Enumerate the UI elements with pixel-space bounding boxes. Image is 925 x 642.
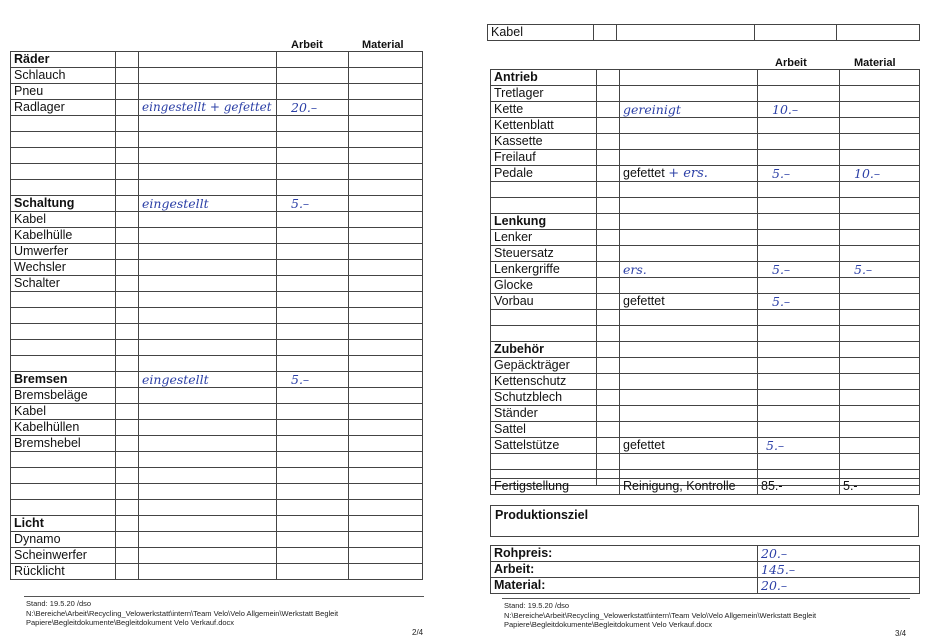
table-row	[11, 68, 423, 84]
handwritten-lenkergriffe-material: 5.–	[840, 262, 920, 278]
handwritten-radlager-arbeit: 20.–	[277, 100, 349, 116]
table-row	[491, 310, 920, 326]
table-row	[11, 100, 423, 116]
table-row	[491, 578, 920, 594]
handwritten-material-total-value: 20.–	[758, 578, 920, 594]
table-row	[491, 342, 920, 358]
item-glocke: Glocke	[491, 278, 597, 294]
table-row	[11, 548, 423, 564]
footer-stand: Stand: 19.5.20 /dso	[504, 601, 570, 610]
handwritten-pedale-arbeit: 5.–	[758, 166, 840, 182]
table-row	[491, 198, 920, 214]
handwritten-bremsen-arbeit: 5.–	[277, 372, 349, 388]
footer-rule	[24, 596, 424, 597]
table-row	[11, 388, 423, 404]
item-kettenblatt: Kettenblatt	[491, 118, 597, 134]
section-title-schaltung: Schaltung	[11, 196, 116, 212]
arbeit-total-label: Arbeit:	[491, 562, 758, 578]
summary-table	[490, 545, 920, 594]
table-row	[11, 564, 423, 580]
footer-path-2: Papiere\Begleitdokumente\Begleitdokument Velo Verkauf.docx	[26, 618, 235, 627]
table-row	[11, 452, 423, 468]
item-wechsler: Wechsler	[11, 260, 116, 276]
table-row	[491, 358, 920, 374]
handwritten-bremsen-note: eingestellt	[139, 372, 277, 388]
item-schalter: Schalter	[11, 276, 116, 292]
footer	[504, 601, 816, 630]
fertigstellung-table	[490, 478, 920, 495]
item-kabel-top: Kabel	[488, 25, 594, 41]
table-row	[11, 468, 423, 484]
table-row	[491, 422, 920, 438]
table-row	[491, 86, 920, 102]
table-row	[11, 516, 423, 532]
table-row	[491, 326, 920, 342]
footer-stand: Stand: 19.5.20 /dso	[26, 599, 92, 608]
table-row	[11, 212, 423, 228]
section-title-licht: Licht	[11, 516, 116, 532]
fertigstellung-note: Reinigung, Kontrolle	[620, 479, 758, 495]
section-title-lenkung: Lenkung	[491, 214, 597, 230]
item-kette: Kette	[491, 102, 597, 118]
handwritten-radlager-note: eingestellt + gefettet	[139, 100, 277, 116]
table-row	[491, 246, 920, 262]
table-row	[11, 132, 423, 148]
table-row	[11, 180, 423, 196]
header-arbeit: Arbeit	[291, 39, 323, 51]
item-radlager: Radlager	[11, 100, 116, 116]
typed-vorbau-note: gefettet	[620, 294, 758, 310]
table-row	[11, 164, 423, 180]
table-row	[11, 52, 423, 68]
typed-sattelstuetze-note: gefettet	[620, 438, 758, 454]
table-row	[491, 406, 920, 422]
handwritten-rohpreis-value: 20.–	[758, 546, 920, 562]
section-title-zubehoer: Zubehör	[491, 342, 597, 358]
item-staender: Ständer	[491, 406, 597, 422]
handwritten-schaltung-arbeit: 5.–	[277, 196, 349, 212]
table-row	[11, 308, 423, 324]
table-row	[11, 372, 423, 388]
table-row	[11, 228, 423, 244]
table-row	[11, 356, 423, 372]
fertigstellung-arbeit: 85.-	[758, 479, 840, 495]
material-total-label: Material:	[491, 578, 758, 594]
item-bremshebel: Bremshebel	[11, 436, 116, 452]
table-row	[11, 84, 423, 100]
table-row	[491, 70, 920, 86]
page-number: 3/4	[895, 629, 907, 638]
table-row	[11, 324, 423, 340]
table-row	[491, 214, 920, 230]
handwritten-vorbau-arbeit: 5.–	[758, 294, 840, 310]
table-row	[11, 404, 423, 420]
item-bremsbelaege: Bremsbeläge	[11, 388, 116, 404]
table-row	[11, 484, 423, 500]
item-sattel: Sattel	[491, 422, 597, 438]
header-arbeit: Arbeit	[775, 57, 807, 69]
table-row	[491, 294, 920, 310]
table-row	[11, 196, 423, 212]
handwritten-sattelstuetze-arbeit: 5.–	[758, 438, 840, 454]
table-row	[11, 500, 423, 516]
table-row	[11, 260, 423, 276]
section-title-raeder: Räder	[11, 52, 116, 68]
fertigstellung-label: Fertigstellung	[491, 479, 620, 495]
footer	[26, 599, 338, 628]
table-row	[491, 262, 920, 278]
handwritten-kette-arbeit: 10.–	[758, 102, 840, 118]
table-row	[491, 546, 920, 562]
item-umwerfer: Umwerfer	[11, 244, 116, 260]
item-scheinwerfer: Scheinwerfer	[11, 548, 116, 564]
item-sattelstuetze: Sattelstütze	[491, 438, 597, 454]
table-row	[491, 278, 920, 294]
right-form-table	[490, 69, 920, 486]
table-row	[488, 25, 920, 41]
typed-pedale-note: gefettet	[623, 166, 665, 180]
table-row	[491, 374, 920, 390]
table-row	[491, 438, 920, 454]
table-row	[11, 116, 423, 132]
item-kettenschutz: Kettenschutz	[491, 374, 597, 390]
produktionsziel-label: Produktionsziel	[495, 508, 589, 522]
table-row	[491, 182, 920, 198]
handwritten-schaltung-note: eingestellt	[139, 196, 277, 212]
item-freilauf: Freilauf	[491, 150, 597, 166]
footer-path-1: N:\Bereiche\Arbeit\Recycling_Velowerkstatt\intern\Team Velo\Velo Allgemein\Werkstatt Begleit	[504, 610, 817, 620]
fertigstellung-material: 5.-	[840, 479, 920, 495]
table-row	[11, 276, 423, 292]
table-row	[11, 148, 423, 164]
item-pneu: Pneu	[11, 84, 116, 100]
section-title-bremsen: Bremsen	[11, 372, 116, 388]
section-title-antrieb: Antrieb	[491, 70, 597, 86]
table-row	[491, 562, 920, 578]
table-row	[491, 454, 920, 470]
page-left	[0, 0, 462, 642]
table-row	[491, 390, 920, 406]
footer-path-2: Papiere\Begleitdokumente\Begleitdokument Velo Verkauf.docx	[504, 620, 713, 629]
item-ruecklicht: Rücklicht	[11, 564, 116, 580]
table-row	[491, 479, 920, 495]
table-row	[491, 102, 920, 118]
table-row	[11, 244, 423, 260]
item-dynamo: Dynamo	[11, 532, 116, 548]
handwritten-kette-note: gereinigt	[620, 102, 758, 118]
page-number: 2/4	[412, 628, 424, 637]
table-row	[491, 150, 920, 166]
item-schlauch: Schlauch	[11, 68, 116, 84]
table-row	[11, 292, 423, 308]
handwritten-pedale-extra: + ers.	[668, 166, 708, 181]
item-steuersatz: Steuersatz	[491, 246, 597, 262]
item-tretlager: Tretlager	[491, 86, 597, 102]
table-row	[491, 134, 920, 150]
handwritten-arbeit-total-value: 145.–	[758, 562, 920, 578]
table-row	[11, 532, 423, 548]
item-kabelhuellen: Kabelhüllen	[11, 420, 116, 436]
item-gepaecktraeger: Gepäckträger	[491, 358, 597, 374]
table-row	[491, 118, 920, 134]
item-kassette: Kassette	[491, 134, 597, 150]
item-lenkergriffe: Lenkergriffe	[491, 262, 597, 278]
footer-rule	[502, 598, 910, 599]
item-pedale: Pedale	[491, 166, 597, 182]
pedale-note	[620, 166, 758, 182]
table-row	[11, 436, 423, 452]
handwritten-pedale-material: 10.–	[840, 166, 920, 182]
page-right	[470, 0, 925, 642]
item-kabel: Kabel	[11, 212, 116, 228]
footer-path-1: N:\Bereiche\Arbeit\Recycling_Velowerkstatt\intern\Team Velo\Velo Allgemein\Werkstatt Begleit	[26, 608, 339, 618]
table-row	[491, 230, 920, 246]
item-vorbau: Vorbau	[491, 294, 597, 310]
left-form-table	[10, 51, 423, 580]
table-row	[11, 420, 423, 436]
header-material: Material	[854, 57, 896, 69]
item-schutzblech: Schutzblech	[491, 390, 597, 406]
table-row	[491, 166, 920, 182]
table-row	[11, 340, 423, 356]
rohpreis-label: Rohpreis:	[491, 546, 758, 562]
right-top-table	[487, 24, 920, 41]
header-material: Material	[362, 39, 404, 51]
handwritten-lenkergriffe-arbeit: 5.–	[758, 262, 840, 278]
handwritten-lenkergriffe-note: ers.	[620, 262, 758, 278]
item-kabelhuelle: Kabelhülle	[11, 228, 116, 244]
item-lenker: Lenker	[491, 230, 597, 246]
item-bremsen-kabel: Kabel	[11, 404, 116, 420]
